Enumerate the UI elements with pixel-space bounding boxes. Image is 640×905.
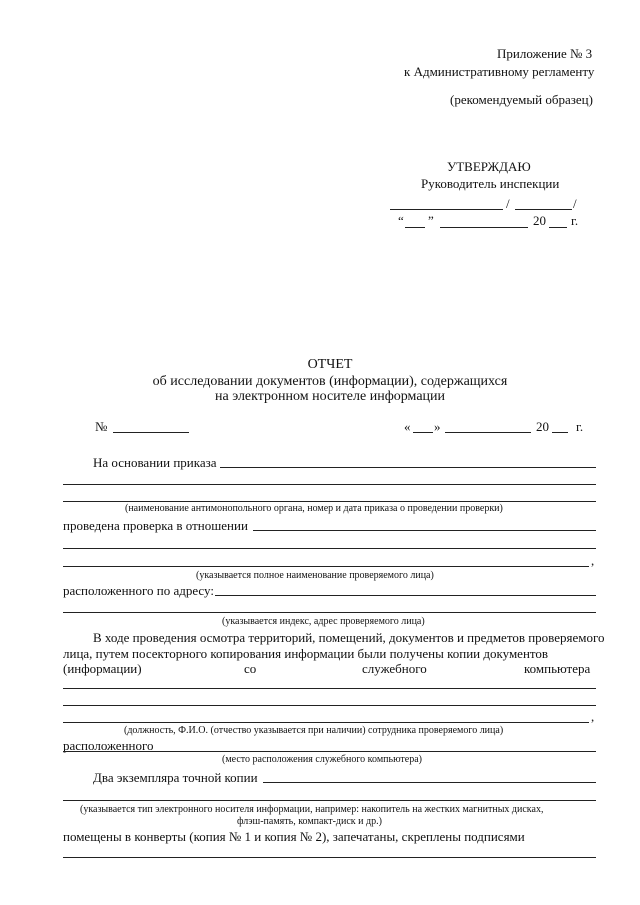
sample-note: (рекомендуемый образец) (450, 92, 593, 107)
appendix-number: Приложение № 3 (497, 46, 593, 61)
paragraph-line-2: лица, путем посекторного копирования информации были получены копии документов (63, 646, 549, 661)
computer-location-hint: (место расположения служебного компьютера) (222, 754, 422, 765)
basis-line-2 (63, 484, 596, 485)
computer-line-2 (63, 705, 596, 706)
approval-slash-1: / (506, 196, 510, 211)
address-label: расположенного по адресу: (63, 583, 214, 598)
approval-signature-line (390, 209, 503, 210)
basis-line-3 (63, 501, 596, 502)
approval-year-line (549, 227, 567, 228)
report-year-suffix: г. (576, 419, 584, 434)
report-subtitle-2: на электронном носителе информации (214, 389, 446, 404)
located-label: расположенного (63, 738, 154, 753)
approval-title: УТВЕРЖДАЮ (447, 159, 531, 174)
address-line-1 (215, 595, 596, 596)
media-hint-1: (указывается тип электронного носителя информации, например: накопитель на жестких магнитных дисках, (80, 804, 544, 815)
paragraph-line-1: В ходе проведения осмотра территорий, помещений, документов и предметов проверяемого (93, 630, 605, 645)
computer-line-1 (63, 688, 596, 689)
paragraph-line-3c: служебного (362, 661, 427, 676)
paragraph-line-3b: со (244, 661, 257, 676)
report-year: 20 (536, 419, 549, 434)
inspection-line-1 (253, 530, 596, 531)
paragraph-line-3d: компьютера (524, 661, 591, 676)
approval-name-line (515, 209, 572, 210)
report-year-line (552, 432, 568, 433)
report-title: ОТЧЕТ (307, 357, 353, 372)
basis-label: На основании приказа (93, 455, 217, 470)
computer-line-3 (63, 722, 589, 723)
approval-day-line (405, 227, 425, 228)
inspection-line-3 (63, 566, 589, 567)
located-line (63, 751, 596, 752)
inspection-label: проведена проверка в отношении (63, 518, 248, 533)
envelopes-text: помещены в конверты (копия № 1 и копия № 2), запечатаны, скреплены подписями (63, 829, 525, 844)
report-day-line (413, 432, 433, 433)
report-number-label: № (95, 419, 108, 434)
approval-quote-open: “ (398, 213, 404, 228)
inspection-comma: , (591, 553, 595, 568)
approval-year: 20 (533, 213, 546, 228)
basis-hint: (наименование антимонопольного органа, номер и дата приказа о проведении проверки) (125, 503, 503, 514)
address-hint: (указывается индекс, адрес проверяемого лица) (222, 616, 425, 627)
employee-hint: (должность, Ф.И.О. (отчество указывается при наличии) сотрудника проверяемого лица) (124, 725, 504, 736)
envelopes-line (63, 857, 596, 858)
report-date-close: » (434, 419, 441, 434)
paragraph-line-3a: (информации) (63, 661, 142, 676)
copies-line-2 (63, 800, 596, 801)
approval-year-suffix: г. (571, 213, 579, 228)
inspection-line-2 (63, 548, 596, 549)
approval-month-line (440, 227, 528, 228)
address-line-2 (63, 612, 596, 613)
approval-quote-close: ” (428, 213, 434, 228)
basis-line-1 (220, 467, 596, 468)
report-subtitle-1: об исследовании документов (информации), содержащихся (152, 374, 508, 389)
media-hint-2: флэш-память, компакт-диск и др.) (237, 816, 382, 827)
approval-slash-2: / (573, 196, 577, 211)
inspected-hint: (указывается полное наименование проверяемого лица) (196, 570, 434, 581)
copies-line-1 (263, 782, 596, 783)
approval-position: Руководитель инспекции (421, 176, 560, 191)
regulation-reference: к Административному регламенту (404, 64, 595, 79)
report-month-line (445, 432, 531, 433)
copies-label: Два экземпляра точной копии (93, 770, 258, 785)
computer-comma: , (591, 709, 595, 724)
report-number-line (113, 432, 189, 433)
report-date-open: « (404, 419, 411, 434)
